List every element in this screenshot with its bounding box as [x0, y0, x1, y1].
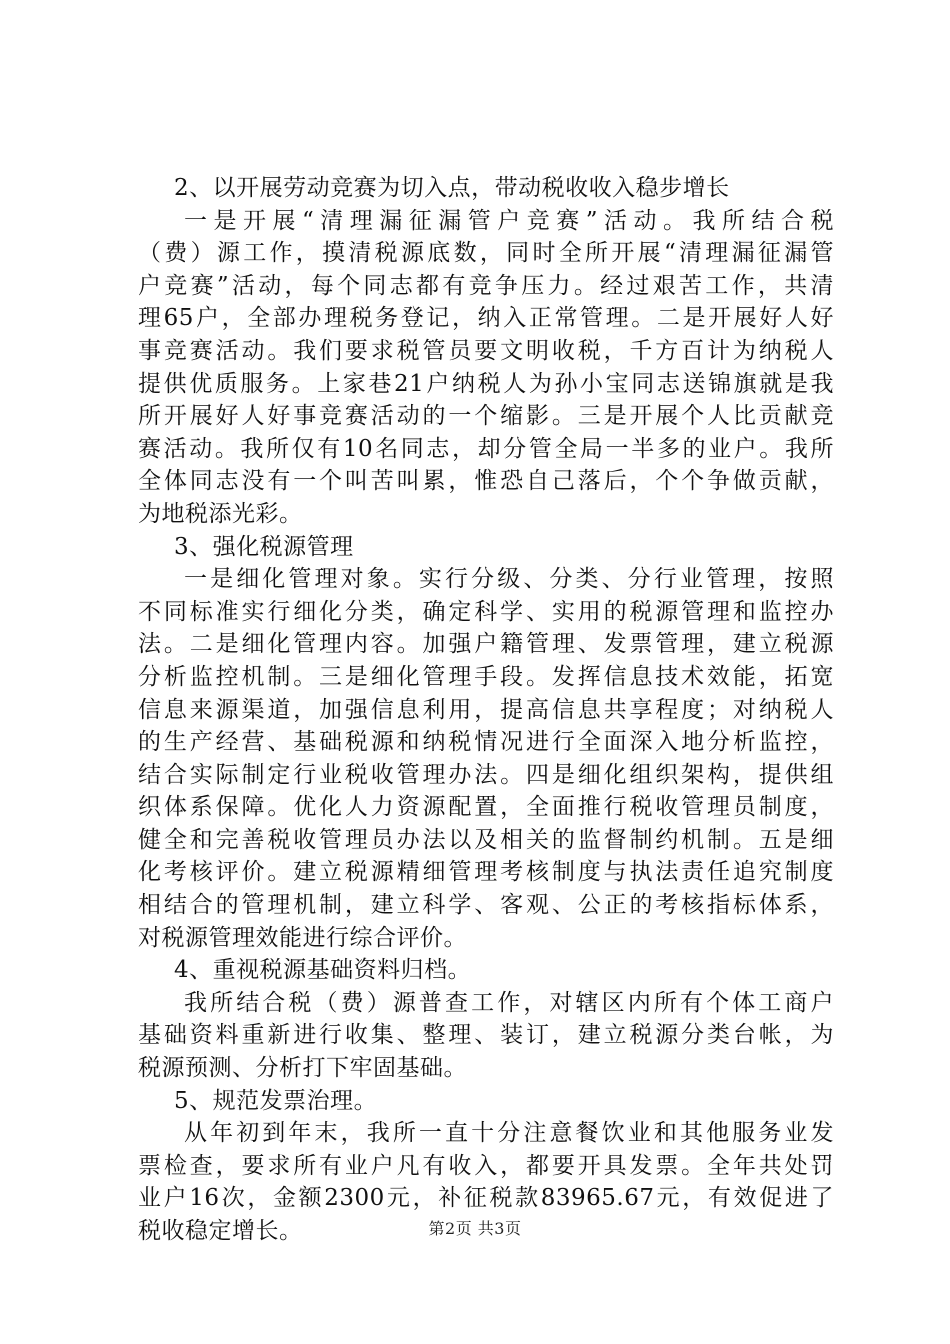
- paragraph-line: 结合实际制定行业税收管理办法。四是细化组织架构，提供组: [138, 761, 834, 788]
- paragraph-line: 我所结合税（费）源普查工作，对辖区内所有个体工商户: [184, 989, 834, 1016]
- paragraph-line: 化考核评价。建立税源精细管理考核制度与执法责任追究制度: [138, 859, 834, 886]
- paragraph-line: （费）源工作，摸清税源底数，同时全所开展“清理漏征漏管: [138, 240, 834, 267]
- paragraph-line: 全体同志没有一个叫苦叫累，惟恐自己落后，个个争做贡献，: [138, 468, 834, 495]
- paragraph-line: 业户16次，金额2300元，补征税款83965.67元，有效促进了: [138, 1185, 834, 1212]
- paragraph-line: 税源预测、分析打下牢固基础。: [138, 1055, 467, 1082]
- paragraph-line: 事竞赛活动。我们要求税管员要文明收税，千方百计为纳税人: [138, 337, 834, 364]
- paragraph-line: 的生产经营、基础税源和纳税情况进行全面深入地分析监控，: [138, 729, 834, 756]
- paragraph-line: 分析监控机制。三是细化管理手段。发挥信息技术效能，拓宽: [138, 663, 834, 690]
- paragraph-line: 税收稳定增长。: [138, 1218, 303, 1244]
- paragraph-line: 对税源管理效能进行综合评价。: [138, 924, 467, 951]
- paragraph-line: 一是细化管理对象。实行分级、分类、分行业管理，按照: [184, 566, 834, 593]
- document-body: [138, 172, 834, 1248]
- paragraph-line: 理65户，全部办理税务登记，纳入正常管理。二是开展好人好: [138, 305, 834, 332]
- paragraph-line: 票检查，要求所有业户凡有收入，都要开具发票。全年共处罚: [138, 1152, 834, 1179]
- heading-4: 4、重视税源基础资料归档。: [174, 957, 472, 984]
- heading-2: 2、以开展劳动竞赛为切入点，带动税收收入稳步增长: [174, 175, 730, 201]
- heading-3: 3、强化税源管理: [174, 533, 354, 560]
- paragraph-line: 基础资料重新进行收集、整理、装订，建立税源分类台帐，为: [138, 1022, 834, 1049]
- paragraph-line: 法。二是细化管理内容。加强户籍管理、发票管理，建立税源: [138, 631, 834, 658]
- page-number-footer: 第2页 共3页: [428, 1219, 522, 1238]
- paragraph-line: 提供优质服务。上家巷21户纳税人为孙小宝同志送锦旗就是我: [138, 370, 834, 397]
- paragraph-line: 信息来源渠道，加强信息利用，提高信息共享程度；对纳税人: [138, 696, 834, 723]
- paragraph-line: 为地税添光彩。: [138, 500, 303, 527]
- paragraph-line: 健全和完善税收管理员办法以及相关的监督制约机制。五是细: [138, 826, 834, 853]
- paragraph-line: 织体系保障。优化人力资源配置，全面推行税收管理员制度，: [138, 794, 834, 821]
- paragraph-line: 户竞赛”活动，每个同志都有竞争压力。经过艰苦工作，共清: [138, 272, 834, 299]
- paragraph-line: 赛活动。我所仅有10名同志，却分管全局一半多的业户。我所: [138, 435, 834, 462]
- paragraph-line: 一是开展“清理漏征漏管户竞赛”活动。我所结合税: [184, 207, 834, 234]
- heading-5: 5、规范发票治理。: [174, 1087, 378, 1114]
- paragraph-line: 相结合的管理机制，建立科学、客观、公正的考核指标体系，: [138, 892, 834, 919]
- paragraph-line: 从年初到年末，我所一直十分注意餐饮业和其他服务业发: [184, 1120, 834, 1147]
- paragraph-line: 所开展好人好事竞赛活动的一个缩影。三是开展个人比贡献竞: [138, 403, 834, 430]
- paragraph-line: 不同标准实行细化分类，确定科学、实用的税源管理和监控办: [138, 598, 834, 625]
